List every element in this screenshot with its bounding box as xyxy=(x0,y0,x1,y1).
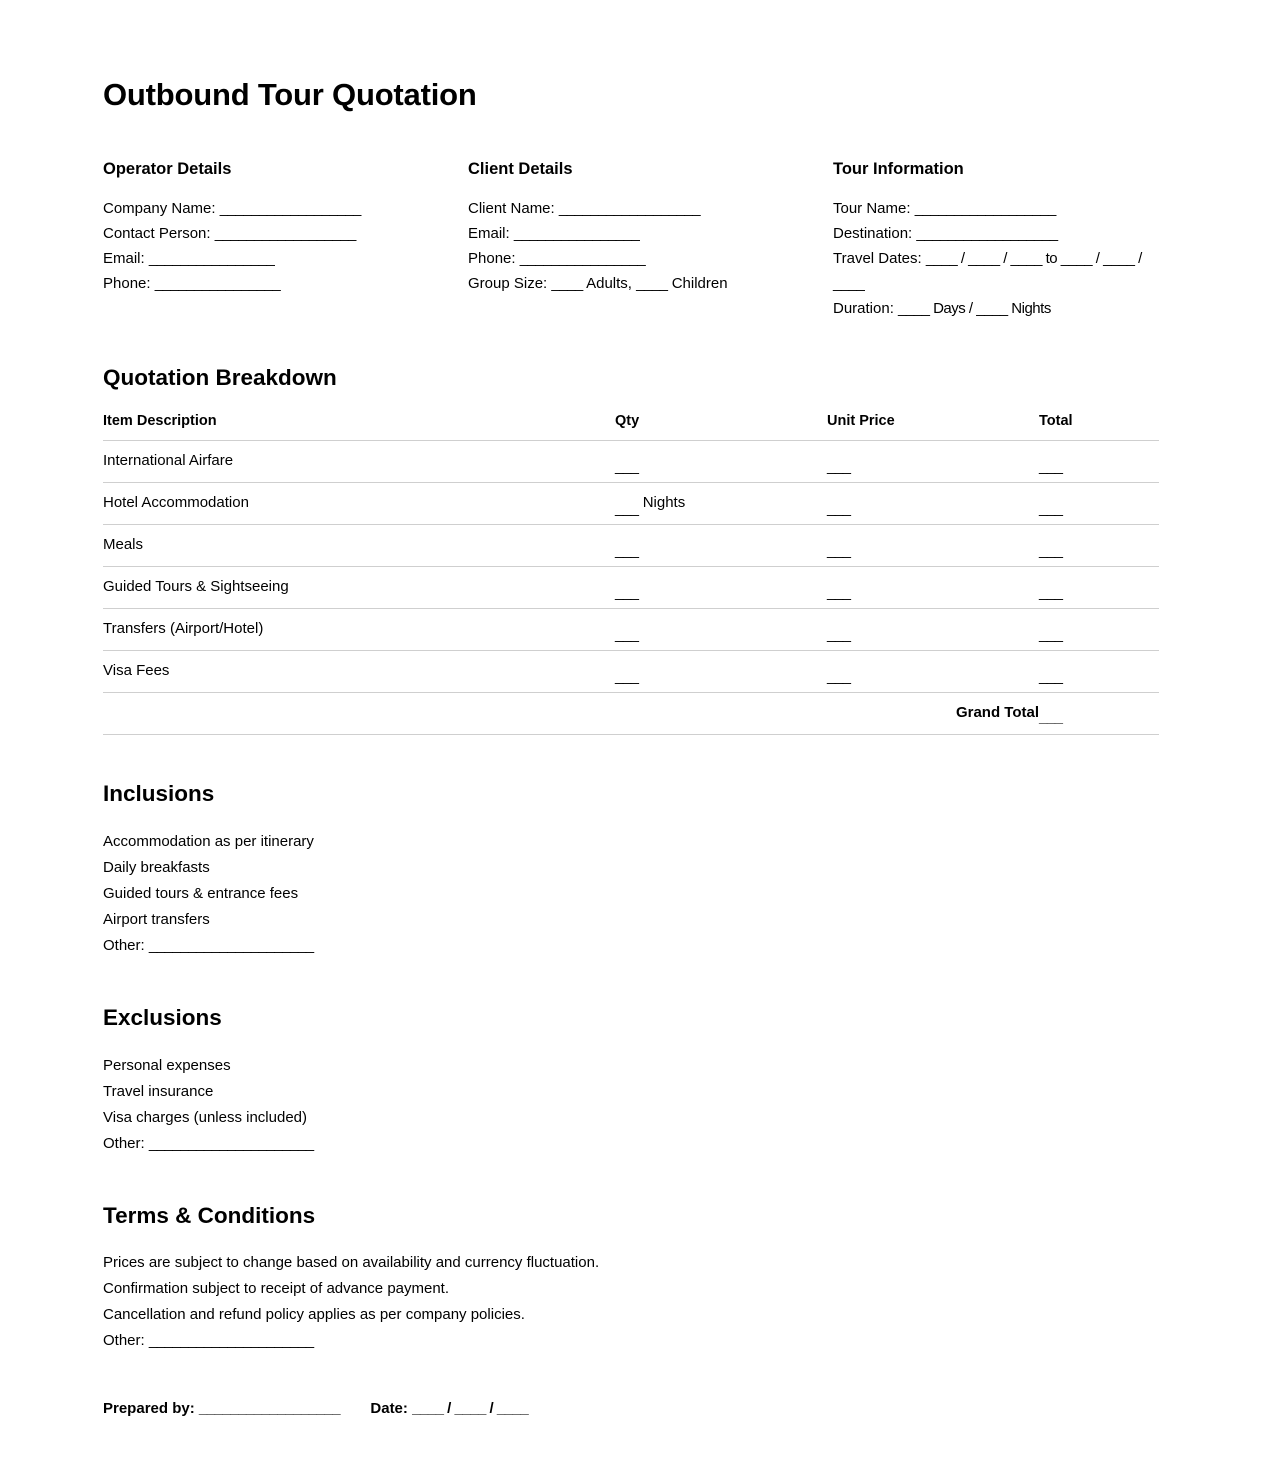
date-label: Date: xyxy=(370,1400,408,1418)
qty-blank[interactable]: ___ xyxy=(615,625,639,643)
table-row xyxy=(103,524,1159,566)
row-unit-price xyxy=(827,524,1039,566)
row-description: Hotel Accommodation xyxy=(103,482,615,524)
table-row xyxy=(103,482,1159,524)
quotation-breakdown-heading: Quotation Breakdown xyxy=(103,364,337,390)
row-total xyxy=(1039,440,1159,482)
inclusions-heading: Inclusions xyxy=(103,780,215,806)
page-title: Outbound Tour Quotation xyxy=(103,77,477,112)
other-label: Other: xyxy=(103,1134,145,1152)
list-item: Cancellation and refund policy applies as per company policies. xyxy=(103,1306,525,1324)
qty-blank[interactable]: ___ xyxy=(615,499,639,517)
list-item: Visa charges (unless included) xyxy=(103,1108,308,1126)
group-size-children-blank[interactable]: ____ xyxy=(636,274,668,292)
list-item: Airport transfers xyxy=(103,910,210,928)
other-blank[interactable]: _____________________ xyxy=(148,1332,314,1350)
grand-total-row xyxy=(103,692,1159,734)
row-description: Meals xyxy=(103,524,615,566)
list-item: Daily breakfasts xyxy=(103,858,210,876)
field-label: Company Name: xyxy=(103,199,216,217)
field-blank[interactable]: __________________ xyxy=(214,224,356,242)
unit-price-blank[interactable]: ___ xyxy=(827,499,851,517)
field-company-name xyxy=(103,196,468,221)
list-item: Accommodation as per itinerary xyxy=(103,832,314,850)
unit-price-blank[interactable]: ___ xyxy=(827,583,851,601)
row-unit-price xyxy=(827,482,1039,524)
row-unit-price xyxy=(827,440,1039,482)
grand-total-spacer-1 xyxy=(103,692,615,734)
unit-price-blank[interactable]: ___ xyxy=(827,457,851,475)
row-qty xyxy=(615,524,827,566)
qty-blank[interactable]: ___ xyxy=(615,541,639,559)
column-header-item-description: Item Description xyxy=(103,413,615,441)
field-blank[interactable]: __________________ xyxy=(219,199,361,217)
row-total xyxy=(1039,524,1159,566)
field-blank[interactable]: ________________ xyxy=(148,249,275,267)
list-item: Personal expenses xyxy=(103,1056,231,1074)
prepared-by-blank[interactable]: __________________ xyxy=(198,1400,341,1418)
row-description: Transfers (Airport/Hotel) xyxy=(103,608,615,650)
row-unit-price xyxy=(827,566,1039,608)
field-label: Phone: xyxy=(468,249,516,267)
row-unit-price xyxy=(827,650,1039,692)
other-blank[interactable]: _____________________ xyxy=(148,936,314,954)
table-row xyxy=(103,650,1159,692)
field-label: Client Name: xyxy=(468,199,555,217)
row-description: Visa Fees xyxy=(103,650,615,692)
field-client-name xyxy=(468,196,833,221)
row-total xyxy=(1039,608,1159,650)
date-blank[interactable]: ____ / ____ / ____ xyxy=(412,1400,529,1418)
quotation-breakdown-table xyxy=(103,413,1159,735)
other-blank[interactable]: _____________________ xyxy=(148,1134,314,1152)
inclusions-other xyxy=(103,933,1160,959)
qty-unit-label: Nights xyxy=(642,493,686,511)
field-blank[interactable]: __________________ xyxy=(914,199,1056,217)
column-header-qty: Qty xyxy=(615,413,827,441)
list-item: Travel insurance xyxy=(103,1082,214,1100)
row-qty xyxy=(615,650,827,692)
unit-price-blank[interactable]: ___ xyxy=(827,625,851,643)
field-travel-dates xyxy=(833,246,1153,296)
qty-blank[interactable]: ___ xyxy=(615,457,639,475)
tour-information-column xyxy=(833,160,1153,321)
table-row xyxy=(103,566,1159,608)
field-blank[interactable]: ________________ xyxy=(519,249,646,267)
exclusions-heading: Exclusions xyxy=(103,1004,222,1030)
prepared-by-label: Prepared by: xyxy=(103,1400,195,1418)
field-duration xyxy=(833,296,1153,321)
row-qty xyxy=(615,608,827,650)
details-row xyxy=(103,160,1160,321)
terms-other xyxy=(103,1328,1160,1354)
column-header-total: Total xyxy=(1039,413,1159,441)
field-blank[interactable]: __________________ xyxy=(558,199,701,217)
field-label: Group Size: xyxy=(468,274,548,292)
row-total xyxy=(1039,650,1159,692)
row-total xyxy=(1039,482,1159,524)
client-details-heading: Client Details xyxy=(468,160,573,179)
row-description: International Airfare xyxy=(103,440,615,482)
column-header-unit-price: Unit Price xyxy=(827,413,1039,441)
grand-total-spacer-2 xyxy=(615,692,827,734)
total-blank[interactable]: ___ xyxy=(1039,625,1063,643)
row-qty xyxy=(615,566,827,608)
travel-dates-blank[interactable]: ____ / ____ / ____ to ____ / ____ / ____ xyxy=(833,249,1142,292)
list-item: Guided tours & entrance fees xyxy=(103,884,299,902)
field-contact-person xyxy=(103,221,468,246)
terms-heading: Terms & Conditions xyxy=(103,1202,316,1228)
grand-total-blank[interactable]: ___ xyxy=(1039,708,1063,726)
list-item: Confirmation subject to receipt of advance payment. xyxy=(103,1280,450,1298)
other-label: Other: xyxy=(103,936,145,954)
field-label: Tour Name: xyxy=(833,199,911,217)
exclusions-section xyxy=(103,1005,1160,1157)
grand-total-value xyxy=(1039,692,1159,734)
list-item: Prices are subject to change based on availability and currency fluctuation. xyxy=(103,1254,600,1272)
field-group-size xyxy=(468,271,833,296)
grand-total-label: Grand Total xyxy=(827,692,1039,734)
exclusions-other xyxy=(103,1131,1160,1157)
total-blank[interactable]: ___ xyxy=(1039,583,1063,601)
row-qty xyxy=(615,440,827,482)
group-size-adults-blank[interactable]: ____ xyxy=(551,274,583,292)
field-blank[interactable]: __________________ xyxy=(916,224,1058,242)
group-size-adults-label: Adults, xyxy=(586,274,632,292)
tour-information-heading: Tour Information xyxy=(833,160,964,179)
field-tour-name xyxy=(833,196,1153,221)
unit-price-blank[interactable]: ___ xyxy=(827,541,851,559)
inclusions-section xyxy=(103,781,1160,959)
unit-price-blank[interactable]: ___ xyxy=(827,667,851,685)
operator-details-heading: Operator Details xyxy=(103,160,232,179)
client-details-column xyxy=(468,160,833,321)
qty-blank[interactable]: ___ xyxy=(615,667,639,685)
row-total xyxy=(1039,566,1159,608)
field-blank[interactable]: ________________ xyxy=(154,274,281,292)
field-destination xyxy=(833,221,1153,246)
field-client-email xyxy=(468,221,833,246)
table-row xyxy=(103,608,1159,650)
field-label: Destination: xyxy=(833,224,913,242)
field-label: Email: xyxy=(103,249,145,267)
total-blank[interactable]: ___ xyxy=(1039,541,1063,559)
field-blank[interactable]: ________________ xyxy=(513,224,640,242)
other-label: Other: xyxy=(103,1332,145,1350)
row-qty xyxy=(615,482,827,524)
row-description: Guided Tours & Sightseeing xyxy=(103,566,615,608)
signature-line xyxy=(103,1400,1160,1417)
field-label: Duration: xyxy=(833,299,894,317)
field-label: Contact Person: xyxy=(103,224,211,242)
field-operator-email xyxy=(103,246,468,271)
total-blank[interactable]: ___ xyxy=(1039,457,1063,475)
field-label: Phone: xyxy=(103,274,151,292)
row-unit-price xyxy=(827,608,1039,650)
field-label: Email: xyxy=(468,224,510,242)
qty-blank[interactable]: ___ xyxy=(615,583,639,601)
field-client-phone xyxy=(468,246,833,271)
terms-section xyxy=(103,1203,1160,1355)
total-blank[interactable]: ___ xyxy=(1039,667,1063,685)
table-row xyxy=(103,440,1159,482)
field-operator-phone xyxy=(103,271,468,296)
table-header-row xyxy=(103,413,1159,441)
total-blank[interactable]: ___ xyxy=(1039,499,1063,517)
group-size-children-label: Children xyxy=(671,274,728,292)
duration-blank[interactable]: ____ Days / ____ Nights xyxy=(898,299,1051,317)
operator-details-column xyxy=(103,160,468,321)
field-label: Travel Dates: xyxy=(833,249,922,267)
